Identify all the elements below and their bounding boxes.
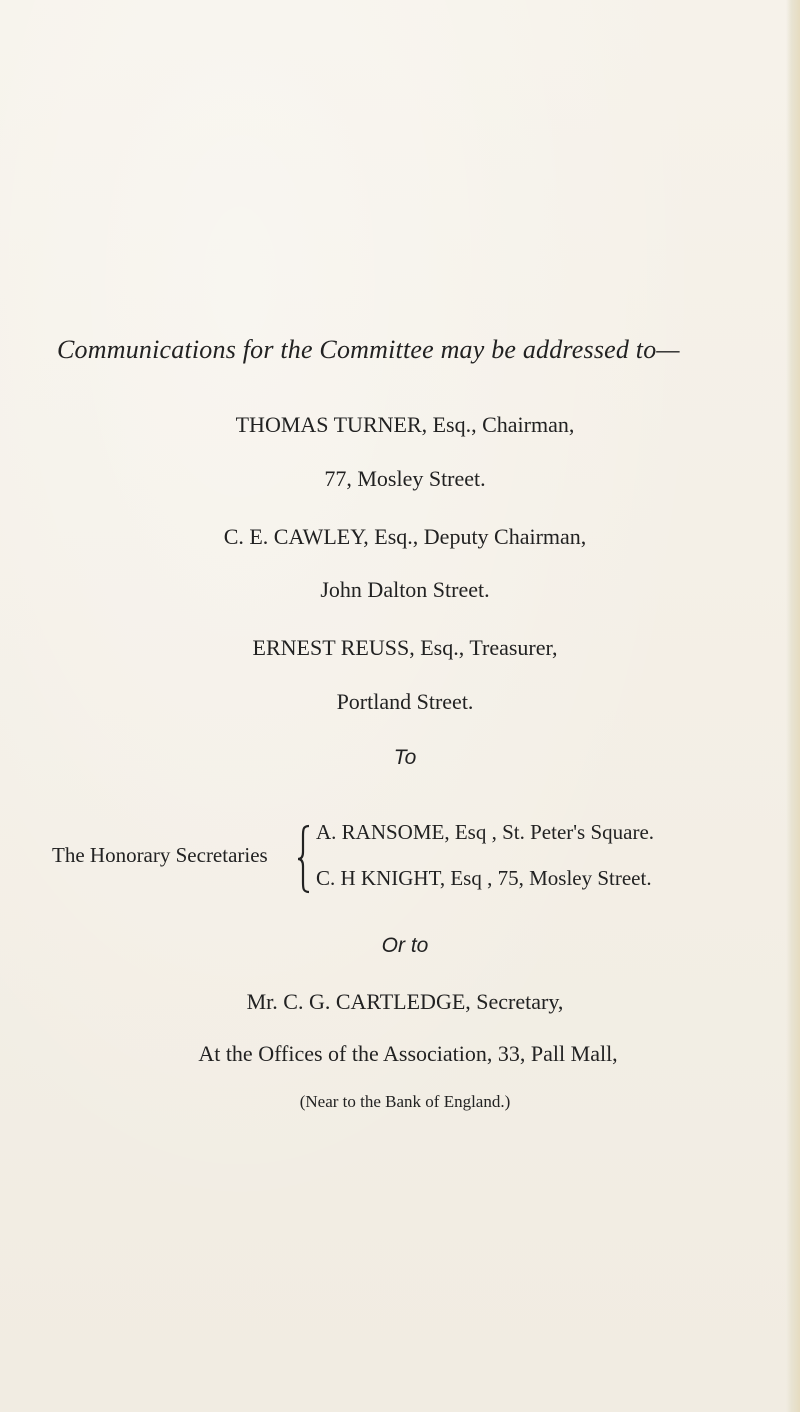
brace-symbol	[297, 824, 311, 894]
page-heading: Communications for the Committee may be addressed to—	[57, 335, 680, 364]
secretary-entry-ransome: A. RANSOME, Esq , St. Peter's Square.	[316, 820, 655, 844]
treasurer-name: ERNEST REUSS, Esq., Treasurer,	[252, 635, 558, 660]
chairman-name: THOMAS TURNER, Esq., Chairman,	[235, 412, 575, 437]
page-edge	[786, 0, 800, 1412]
honorary-secretaries-label: The Honorary Secretaries	[52, 843, 268, 867]
deputy-chairman-address: John Dalton Street.	[320, 577, 490, 602]
or-to-label: Or to	[381, 934, 429, 957]
secretary-location-note: (Near to the Bank of England.)	[299, 1092, 511, 1111]
deputy-chairman-name: C. E. CAWLEY, Esq., Deputy Chairman,	[223, 524, 587, 549]
chairman-address: 77, Mosley Street.	[324, 466, 486, 491]
secretary-offices: At the Offices of the Association, 33, Pall Mall,	[198, 1041, 618, 1066]
to-label: To	[393, 746, 417, 769]
secretary-name: Mr. C. G. CARTLEDGE, Secretary,	[246, 989, 564, 1014]
treasurer-address: Portland Street.	[336, 689, 474, 714]
secretary-entry-knight: C. H KNIGHT, Esq , 75, Mosley Street.	[316, 866, 652, 890]
